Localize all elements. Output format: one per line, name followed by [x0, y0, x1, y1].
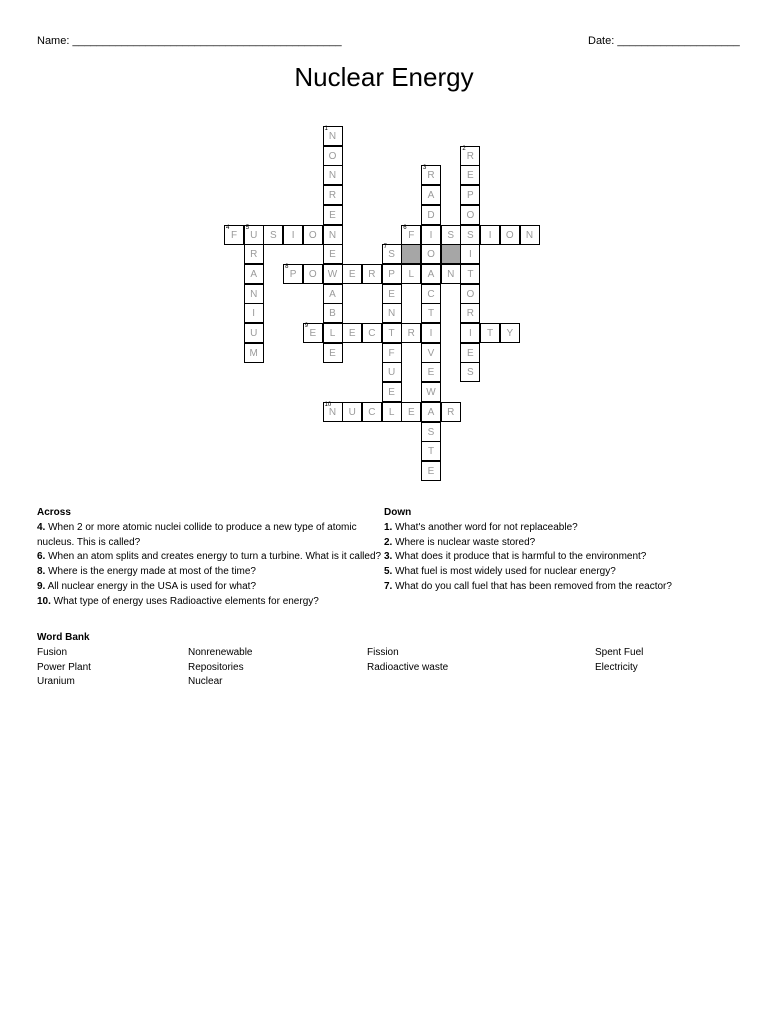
- grid-cell[interactable]: [342, 264, 362, 284]
- clue-number: 8: [285, 263, 289, 270]
- word-bank-item: Radioactive waste: [367, 661, 449, 673]
- grid-cell[interactable]: [303, 225, 323, 245]
- cell-letter: E: [467, 347, 474, 359]
- grid-cell[interactable]: [421, 303, 441, 323]
- cell-letter: S: [270, 229, 277, 241]
- cell-letter: A: [329, 288, 336, 300]
- cell-letter: L: [329, 328, 336, 339]
- cell-letter: U: [250, 229, 258, 241]
- grid-cell[interactable]: [421, 461, 441, 481]
- grid-cell[interactable]: [460, 343, 480, 363]
- grid-cell[interactable]: [421, 323, 441, 343]
- cell-letter: E: [348, 328, 356, 339]
- grid-cell[interactable]: [441, 264, 461, 284]
- word-bank-item: Power Plant: [37, 661, 91, 673]
- cell-letter: R: [368, 268, 376, 280]
- cell-letter: I: [291, 229, 295, 241]
- cell-letter: Y: [506, 328, 514, 339]
- word-bank: [37, 631, 737, 694]
- cell-letter: U: [387, 367, 396, 379]
- grid-cell[interactable]: [362, 402, 382, 422]
- grid-cell[interactable]: [401, 225, 421, 245]
- grid-cell[interactable]: [460, 205, 480, 225]
- cell-letter: E: [348, 268, 356, 280]
- cell-letter: O: [466, 288, 475, 300]
- word-bank-item: Nonrenewable: [188, 646, 253, 658]
- grid-cell[interactable]: [342, 402, 362, 422]
- clue-text: All nuclear energy in the USA is used for what?: [45, 580, 257, 592]
- grid-cell[interactable]: [303, 264, 323, 284]
- cell-letter: P: [289, 268, 297, 280]
- shaded-cell[interactable]: [401, 244, 421, 264]
- cell-letter: W: [426, 387, 436, 399]
- cell-letter: R: [466, 308, 474, 320]
- clue-number: 5.: [384, 566, 393, 578]
- cell-letter: S: [427, 426, 435, 438]
- grid-cell[interactable]: [421, 205, 441, 225]
- clue-text: When 2 or more atomic nuclei collide to produce a new type of atomic nucleus. This is called?: [37, 521, 357, 548]
- cell-letter: T: [487, 328, 494, 339]
- cell-letter: P: [467, 190, 474, 202]
- cell-letter: O: [328, 150, 337, 162]
- grid-cell[interactable]: [421, 225, 441, 245]
- clue-number: 10.: [37, 595, 51, 607]
- clue-text: What's another word for not replaceable?: [392, 521, 578, 533]
- cell-letter: W: [327, 268, 338, 280]
- clue-number: 6: [403, 224, 407, 231]
- grid-cell[interactable]: [323, 244, 343, 264]
- grid-cell[interactable]: [244, 303, 264, 323]
- cell-letter: E: [309, 328, 317, 339]
- cell-letter: E: [427, 465, 435, 477]
- grid-cell[interactable]: [323, 343, 343, 363]
- clue-item: [37, 550, 387, 565]
- clue-item: [384, 521, 744, 536]
- cell-letter: A: [427, 190, 435, 202]
- cell-letter: E: [329, 249, 336, 261]
- grid-cell[interactable]: [441, 225, 461, 245]
- clue-text: Where is nuclear waste stored?: [392, 536, 536, 548]
- grid-cell[interactable]: [244, 284, 264, 304]
- word-bank-item: Fission: [367, 646, 399, 658]
- cell-letter: O: [427, 249, 435, 261]
- cell-letter: L: [388, 406, 395, 418]
- cell-letter: S: [388, 249, 395, 261]
- clue-number: 4.: [37, 521, 46, 533]
- grid-cell[interactable]: [323, 303, 343, 323]
- grid-cell[interactable]: [382, 362, 402, 382]
- clue-number: 6.: [37, 551, 46, 563]
- cell-letter: I: [252, 308, 256, 320]
- cell-letter: N: [387, 308, 396, 320]
- cell-letter: F: [408, 229, 415, 241]
- clue-number: 2: [462, 145, 466, 152]
- clue-item: [384, 580, 744, 595]
- clue-number: 3.: [384, 551, 393, 563]
- cell-letter: R: [466, 150, 474, 162]
- page-title: Nuclear Energy: [294, 62, 474, 92]
- cell-letter: N: [328, 406, 337, 418]
- shaded-cell[interactable]: [441, 244, 461, 264]
- grid-cell[interactable]: [460, 264, 480, 284]
- cell-letter: R: [427, 170, 435, 182]
- grid-cell[interactable]: [401, 402, 421, 422]
- grid-cell[interactable]: [244, 343, 264, 363]
- cell-letter: N: [525, 229, 534, 241]
- grid-cell[interactable]: [460, 323, 480, 343]
- clue-text: Where is the energy made at most of the time?: [45, 566, 256, 578]
- grid-cell[interactable]: [460, 146, 480, 166]
- grid-cell[interactable]: [382, 244, 402, 264]
- grid-cell[interactable]: [460, 225, 480, 245]
- cell-letter: A: [427, 268, 435, 280]
- date-field-line: Date: ____________________: [588, 35, 740, 47]
- cell-letter: S: [467, 367, 474, 379]
- cell-letter: E: [329, 347, 336, 359]
- across-heading: Across: [37, 507, 71, 518]
- clue-number: 5: [245, 224, 250, 231]
- grid-cell[interactable]: [283, 264, 303, 284]
- grid-cell[interactable]: [323, 185, 343, 205]
- word-bank-item: Uranium: [37, 676, 75, 688]
- cell-letter: N: [328, 229, 337, 241]
- cell-letter: T: [388, 328, 395, 339]
- clue-text: What do you call fuel that has been removed from the reactor?: [392, 580, 672, 592]
- cell-letter: V: [427, 347, 435, 359]
- cell-letter: E: [407, 406, 415, 418]
- grid-cell[interactable]: [323, 126, 343, 146]
- grid-cell[interactable]: [323, 205, 343, 225]
- clue-item: [37, 565, 387, 580]
- grid-cell[interactable]: [323, 402, 343, 422]
- clue-item: [384, 536, 744, 551]
- grid-cell[interactable]: [244, 323, 264, 343]
- grid-cell[interactable]: [303, 323, 323, 343]
- grid-cell[interactable]: [460, 165, 480, 185]
- cell-letter: O: [308, 268, 317, 280]
- grid-cell[interactable]: [382, 343, 402, 363]
- grid-cell[interactable]: [244, 244, 264, 264]
- cell-letter: N: [250, 288, 258, 300]
- clue-item: [384, 565, 744, 580]
- cell-letter: U: [250, 328, 258, 339]
- cell-letter: R: [407, 328, 415, 339]
- grid-cell[interactable]: [323, 264, 343, 284]
- cell-letter: S: [467, 229, 474, 241]
- cell-letter: C: [427, 288, 435, 300]
- word-bank-item: Repositories: [188, 661, 244, 673]
- grid-cell[interactable]: [323, 225, 343, 245]
- grid-cell[interactable]: [421, 165, 441, 185]
- cell-letter: F: [230, 229, 238, 241]
- grid-cell[interactable]: [323, 284, 343, 304]
- grid-cell[interactable]: [421, 382, 441, 402]
- word-bank-item: Spent Fuel: [595, 646, 644, 658]
- cell-letter: R: [328, 190, 337, 202]
- grid-cell[interactable]: [382, 382, 402, 402]
- clue-item: [384, 550, 744, 565]
- grid-cell[interactable]: [362, 264, 382, 284]
- cell-letter: I: [469, 328, 472, 339]
- clue-number: 10: [324, 401, 332, 408]
- cell-letter: T: [427, 308, 435, 320]
- cell-letter: A: [427, 406, 435, 418]
- grid-cell[interactable]: [421, 343, 441, 363]
- cell-letter: N: [328, 131, 337, 142]
- grid-cell[interactable]: [460, 244, 480, 264]
- grid-cell[interactable]: [283, 225, 303, 245]
- cell-letter: E: [329, 209, 336, 221]
- clue-number: 3: [423, 165, 427, 172]
- grid-cell[interactable]: [480, 323, 500, 343]
- grid-cell[interactable]: [421, 264, 441, 284]
- grid-cell[interactable]: [421, 362, 441, 382]
- cell-letter: E: [427, 367, 435, 379]
- cell-letter: R: [447, 406, 455, 418]
- cell-letter: T: [467, 268, 474, 280]
- cell-letter: M: [249, 347, 258, 359]
- cell-letter: E: [388, 288, 395, 300]
- grid-cell[interactable]: [244, 225, 264, 245]
- grid-cell[interactable]: [382, 264, 402, 284]
- cell-letter: E: [467, 170, 474, 182]
- word-bank-item: Fusion: [37, 646, 68, 658]
- cell-letter: I: [429, 328, 433, 339]
- clue-text: What type of energy uses Radioactive elements for energy?: [50, 595, 319, 607]
- word-bank-item: Electricity: [595, 661, 638, 673]
- grid-cell[interactable]: [500, 323, 520, 343]
- grid-cell[interactable]: [421, 244, 441, 264]
- clue-number: 9: [304, 323, 309, 329]
- clue-text: What does it produce that is harmful to the environment?: [392, 551, 647, 563]
- clue-number: 8.: [37, 566, 46, 578]
- clue-number: 7: [383, 244, 387, 251]
- grid-cell[interactable]: [342, 323, 362, 343]
- cell-letter: S: [447, 229, 455, 241]
- cell-letter: F: [388, 347, 395, 359]
- name-field-line: Name: ____________________________________________: [37, 35, 342, 47]
- grid-cell[interactable]: [460, 284, 480, 304]
- cell-letter: L: [408, 268, 415, 280]
- cell-letter: U: [348, 406, 356, 418]
- grid-cell[interactable]: [520, 225, 540, 245]
- cell-letter: N: [328, 170, 337, 182]
- cell-letter: O: [466, 209, 475, 221]
- clue-item: [37, 521, 387, 551]
- cell-letter: A: [250, 268, 258, 280]
- down-clues: [384, 506, 744, 595]
- clue-number: 1.: [384, 521, 393, 533]
- grid-cell[interactable]: [401, 264, 421, 284]
- cell-letter: I: [488, 229, 492, 241]
- clue-item: [37, 595, 387, 610]
- clue-item: [37, 580, 387, 595]
- grid-cell[interactable]: [421, 402, 441, 422]
- cell-letter: E: [388, 387, 395, 399]
- grid-cell[interactable]: [441, 402, 461, 422]
- grid-cell[interactable]: [362, 323, 382, 343]
- grid-cell[interactable]: [382, 402, 402, 422]
- cell-letter: O: [308, 229, 317, 241]
- grid-cell[interactable]: [224, 225, 244, 245]
- cell-letter: B: [329, 308, 336, 320]
- cell-letter: I: [429, 229, 433, 241]
- clue-number: 7.: [384, 580, 393, 592]
- cell-letter: C: [368, 328, 376, 339]
- grid-cell[interactable]: [421, 422, 441, 442]
- grid-cell[interactable]: [460, 185, 480, 205]
- clue-text: When an atom splits and creates energy to turn a turbine. What is it called?: [45, 551, 382, 563]
- grid-cell[interactable]: [382, 323, 402, 343]
- grid-cell[interactable]: [323, 323, 343, 343]
- grid-cell[interactable]: [500, 225, 520, 245]
- grid-cell[interactable]: [401, 323, 421, 343]
- down-heading: Down: [384, 507, 412, 518]
- grid-cell[interactable]: [382, 284, 402, 304]
- cell-letter: T: [427, 446, 435, 458]
- grid-cell[interactable]: [421, 185, 441, 205]
- cell-letter: C: [368, 406, 376, 418]
- grid-cell[interactable]: [263, 225, 283, 245]
- cell-letter: O: [505, 229, 514, 241]
- word-bank-item: Nuclear: [188, 676, 223, 688]
- cell-letter: I: [469, 249, 472, 261]
- grid-cell[interactable]: [480, 225, 500, 245]
- clue-text: What fuel is most widely used for nuclear energy?: [392, 566, 616, 578]
- grid-cell[interactable]: [382, 303, 402, 323]
- clue-number: 2.: [384, 536, 393, 548]
- cell-letter: N: [447, 268, 455, 280]
- grid-cell[interactable]: [421, 284, 441, 304]
- clue-number: 1: [324, 126, 328, 132]
- cell-letter: P: [388, 268, 395, 280]
- clue-number: 9.: [37, 580, 46, 592]
- grid-cell[interactable]: [323, 146, 343, 166]
- grid-cell[interactable]: [460, 303, 480, 323]
- word-bank-heading: Word Bank: [37, 632, 90, 643]
- grid-cell[interactable]: [421, 441, 441, 461]
- grid-cell[interactable]: [244, 264, 264, 284]
- grid-cell[interactable]: [323, 165, 343, 185]
- cell-letter: D: [427, 209, 435, 221]
- grid-cell[interactable]: [460, 362, 480, 382]
- clue-number: 4: [226, 224, 230, 231]
- across-clues: [37, 506, 387, 610]
- cell-letter: R: [250, 249, 258, 261]
